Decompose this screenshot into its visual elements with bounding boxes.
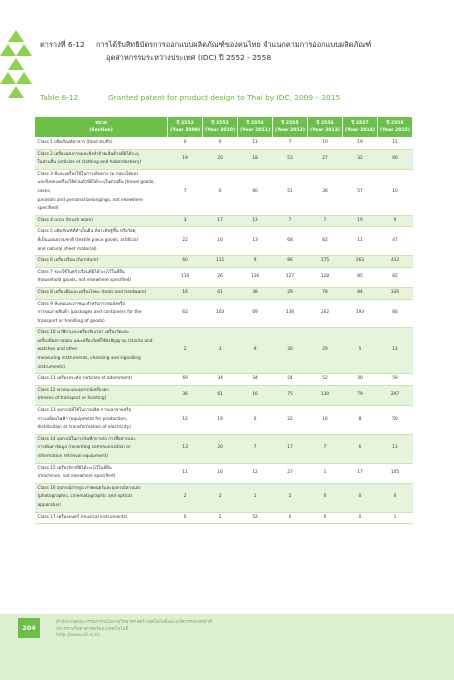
value-cell: 5 xyxy=(342,328,377,374)
value-cell: 13 xyxy=(168,434,203,463)
value-cell: 6 xyxy=(238,406,273,435)
value-cell: 263 xyxy=(342,256,377,268)
section-label xyxy=(35,227,168,256)
value-cell: 0 xyxy=(203,138,238,150)
section-label-line: and natural sheet material) xyxy=(37,246,97,252)
value-cell: 19 xyxy=(168,149,203,169)
section-label xyxy=(35,328,168,374)
section-label-line: Class 14 อุปกรณ์ในการบันทึกการส่ง การสื่อสารและ xyxy=(37,436,136,442)
value-cell: 3 xyxy=(203,328,238,374)
section-label-line: ที่เป็นแผ่นธรรมชาติ (textile piece goods, artificial xyxy=(37,237,138,243)
table-row xyxy=(35,512,413,524)
value-cell: 22 xyxy=(168,227,203,256)
table-title-thai-line2: อุตสาหกรรมระหว่างประเทศ (IDC) ปี 2552 - 2558 xyxy=(106,53,272,62)
value-cell: 11 xyxy=(377,434,412,463)
value-cell: 12 xyxy=(238,463,273,483)
value-cell: 11 xyxy=(168,463,203,483)
table-row xyxy=(35,227,413,256)
section-label-line: (photographic, cinematographic and optical xyxy=(37,494,132,500)
value-cell: 262 xyxy=(308,299,343,328)
table-row xyxy=(35,483,413,512)
value-cell: 27 xyxy=(308,149,343,169)
section-label xyxy=(35,512,168,524)
value-cell: 18 xyxy=(238,149,273,169)
section-label-line: specified) xyxy=(37,206,59,212)
value-cell: 6 xyxy=(342,434,377,463)
section-label xyxy=(35,267,168,287)
section-label-line: (means of transport or hoisting) xyxy=(37,396,107,402)
section-label-line: Class 9 หีบห่อและภาชนะสำหรับการขนส่งหรือ xyxy=(37,301,125,307)
section-label-line: ในส่วนอื่น (articles of clothing and haberdashery) xyxy=(37,160,142,166)
value-cell: 84 xyxy=(342,287,377,299)
footer-text xyxy=(56,620,212,640)
header-year: ปี 2557 (Year 2014) xyxy=(342,117,377,138)
value-cell: 3 xyxy=(168,215,203,227)
table-row xyxy=(35,267,413,287)
value-cell: 86 xyxy=(273,256,308,268)
value-cell: 30 xyxy=(273,328,308,374)
value-cell: 2 xyxy=(168,328,203,374)
section-label-line: Class 13 อุปกรณ์ที่ใช้ในการผลิต การแจกจ่ายหรือ xyxy=(37,408,132,414)
value-cell: 103 xyxy=(203,299,238,328)
value-cell: 130 xyxy=(308,385,343,405)
value-cell: 0 xyxy=(168,512,203,524)
section-label xyxy=(35,463,168,483)
section-label xyxy=(35,483,168,512)
section-label-line: parasols and personal belongings, not elsewhere xyxy=(37,197,143,203)
value-cell: 0 xyxy=(203,169,238,215)
section-label-line: การขนถ่ายสินค้า (packages and containers for the xyxy=(37,310,142,316)
value-cell: 54 xyxy=(273,374,308,386)
table-title-english xyxy=(40,93,340,102)
value-cell: 52 xyxy=(308,374,343,386)
value-cell: 111 xyxy=(203,256,238,268)
section-label-line: (machines, not elsewhere specified) xyxy=(37,474,116,480)
value-cell: 0 xyxy=(308,512,343,524)
value-cell: 13 xyxy=(238,215,273,227)
section-label-line: การเปลี่ยนไฟฟ้า (equipment for production, xyxy=(37,416,128,422)
section-label-line: distribution or transformation of electricity) xyxy=(37,425,131,431)
value-cell: 9 xyxy=(238,328,273,374)
value-cell: 1 xyxy=(308,463,343,483)
value-cell: 62 xyxy=(168,299,203,328)
value-cell: 17 xyxy=(203,215,238,227)
value-cell: 116 xyxy=(168,267,203,287)
section-label-line: Class 7 ของใช้ในครัวเรือนที่มิได้ระบุไว้ในที่อื่น xyxy=(37,269,125,275)
section-label xyxy=(35,138,168,150)
table-row xyxy=(35,256,413,268)
table-header-row xyxy=(35,117,413,138)
value-cell: 38 xyxy=(238,287,273,299)
value-cell: 16 xyxy=(308,406,343,435)
value-cell: 51 xyxy=(273,169,308,215)
value-cell: 7 xyxy=(273,215,308,227)
value-cell: 52 xyxy=(238,512,273,524)
table-title-english-text: Granted patent for product design to Thai by IDC, 2009 – 2015 xyxy=(108,93,341,102)
section-label xyxy=(35,149,168,169)
header-year: ปี 2553 (Year 2010) xyxy=(203,117,238,138)
section-label xyxy=(35,169,168,215)
value-cell: 193 xyxy=(342,299,377,328)
value-cell: 19 xyxy=(342,138,377,150)
value-cell: 1 xyxy=(238,483,273,512)
value-cell: 2 xyxy=(203,483,238,512)
value-cell: 16 xyxy=(168,287,203,299)
value-cell: 0 xyxy=(168,138,203,150)
section-label-line: และสิ่งของเครื่องใช้ส่วนตัวที่มิได้ระบุในส่วนอื่น (travel goods, cases, xyxy=(37,180,155,194)
value-cell: 79 xyxy=(342,385,377,405)
value-cell: 432 xyxy=(377,256,412,268)
value-cell: 7 xyxy=(308,434,343,463)
section-label-line: transport or handling of goods) xyxy=(37,318,105,324)
value-cell: 29 xyxy=(308,328,343,374)
section-label xyxy=(35,406,168,435)
section-label-line: Class 4 แปรง (brush ware) xyxy=(37,217,93,223)
table-row xyxy=(35,169,413,215)
value-cell: 59 xyxy=(377,374,412,386)
footer-line2: กระทรวงวิทยาศาสตร์และเทคโนโลยี xyxy=(56,626,129,632)
value-cell: 175 xyxy=(308,256,343,268)
section-label xyxy=(35,385,168,405)
value-cell: 16 xyxy=(203,463,238,483)
header-section: หมวด (Section) xyxy=(35,117,168,138)
section-label-line: instruments) xyxy=(37,364,65,370)
value-cell: 66 xyxy=(377,299,412,328)
section-label-line: Class 5 ผลิตภัณฑ์ที่ทำเป็นผืน ที่ประดิษฐ์ขึ้น หรือวัสดุ xyxy=(37,229,136,235)
value-cell: 19 xyxy=(203,406,238,435)
section-label xyxy=(35,434,168,463)
value-cell: 12 xyxy=(377,328,412,374)
value-cell: 36 xyxy=(308,169,343,215)
value-cell: 2 xyxy=(273,483,308,512)
header-year: ปี 2555 (Year 2012) xyxy=(273,117,308,138)
value-cell: 10 xyxy=(203,227,238,256)
section-label-line: (household goods, not elsewhere specified) xyxy=(37,278,132,284)
value-cell: 116 xyxy=(238,267,273,287)
section-label-line: Class 17 เครื่องดนตรี (musical instruments) xyxy=(37,514,128,520)
value-cell: 0 xyxy=(342,512,377,524)
table-row xyxy=(35,299,413,328)
value-cell: 82 xyxy=(377,267,412,287)
value-cell: 17 xyxy=(342,463,377,483)
value-cell: 30 xyxy=(342,374,377,386)
value-cell: 6 xyxy=(377,483,412,512)
value-cell: 50 xyxy=(377,406,412,435)
value-cell: 78 xyxy=(308,287,343,299)
section-label-line: Class 12 พาหนะและอุปกรณ์เครื่องยก xyxy=(37,387,109,393)
value-cell: 136 xyxy=(273,299,308,328)
value-cell: 128 xyxy=(308,267,343,287)
value-cell: 60 xyxy=(377,149,412,169)
section-label-line: Class 11 เครื่องประดับ (articles of adornment) xyxy=(37,376,133,382)
value-cell: 17 xyxy=(273,434,308,463)
value-cell: 330 xyxy=(377,287,412,299)
header-year: ปี 2554 (Year 2011) xyxy=(238,117,273,138)
patent-table xyxy=(34,116,413,524)
value-cell: 27 xyxy=(273,463,308,483)
value-cell: 8 xyxy=(342,406,377,435)
table-row xyxy=(35,328,413,374)
table-row xyxy=(35,215,413,227)
section-label xyxy=(35,374,168,386)
value-cell: 0 xyxy=(273,512,308,524)
value-cell: 61 xyxy=(203,287,238,299)
value-cell: 2 xyxy=(168,483,203,512)
header-year: ปี 2558 (Year 2015) xyxy=(377,117,412,138)
value-cell: 10 xyxy=(377,169,412,215)
table-row xyxy=(35,463,413,483)
section-label-line: Class 16 อุปกรณ์ถ่ายรูป ภาพยนตร์และอุปกรณ์ทางแสง xyxy=(37,485,141,491)
table-row xyxy=(35,149,413,169)
header-year: ปี 2552 (Year 2009) xyxy=(168,117,203,138)
value-cell: 36 xyxy=(168,385,203,405)
value-cell: 69 xyxy=(238,299,273,328)
value-cell: 2 xyxy=(203,512,238,524)
value-cell: 19 xyxy=(342,215,377,227)
footer-line1: สำนักงานคณะกรรมการนโยบายวิทยาศาสตร์ เทคโนโลยีและนวัตกรรมแห่งชาติ xyxy=(56,620,213,625)
value-cell: 26 xyxy=(203,267,238,287)
table-row xyxy=(35,287,413,299)
value-cell: 32 xyxy=(342,149,377,169)
value-cell: 60 xyxy=(168,256,203,268)
section-label-line: เครื่องมือตรวจสอบ และเครื่องวัดที่ใช้ส่งสัญญาณ (clocks and watches and other xyxy=(37,338,153,353)
section-label-line: Class 1 ผลิตภัณฑ์อาหาร (food stuffs) xyxy=(37,140,113,145)
value-cell: 16 xyxy=(238,385,273,405)
section-label-line: Class 8 เครื่องมือและเครื่องโลหะ (tools and hardware) xyxy=(37,289,147,295)
section-label xyxy=(35,256,168,268)
table-row xyxy=(35,374,413,386)
section-label-line: measuring instruments, checking and signalling xyxy=(37,356,141,362)
value-cell: 1 xyxy=(377,512,412,524)
value-cell: 13 xyxy=(238,227,273,256)
section-label xyxy=(35,287,168,299)
table-title-thai xyxy=(40,38,371,64)
value-cell: 11 xyxy=(342,227,377,256)
table-row xyxy=(35,138,413,150)
table-row xyxy=(35,385,413,405)
footer-link[interactable]: http://www.sti.or.th xyxy=(56,633,100,639)
section-label-line: Class 10 นาฬิกาและเครื่องจับเวลา เครื่องวัดและ xyxy=(37,330,130,336)
header-year: ปี 2556 (Year 2013) xyxy=(308,117,343,138)
section-label-line: apparatus) xyxy=(37,502,61,508)
table-row xyxy=(35,406,413,435)
value-cell: 22 xyxy=(273,406,308,435)
page-number: 204 xyxy=(18,618,40,638)
section-label xyxy=(35,215,168,227)
table-number-thai: ตารางที่ 6-12 xyxy=(40,40,85,49)
value-cell: 60 xyxy=(238,169,273,215)
section-label-line: Class 3 ที่และเครื่องใช้ในการเดินทาง ร่ม กล่องใส่ของ xyxy=(37,171,139,177)
value-cell: 0 xyxy=(342,483,377,512)
value-cell: 9 xyxy=(238,256,273,268)
value-cell: 12 xyxy=(168,406,203,435)
value-cell: 61 xyxy=(203,385,238,405)
value-cell: 7 xyxy=(168,169,203,215)
value-cell: 105 xyxy=(377,463,412,483)
value-cell: 127 xyxy=(273,267,308,287)
value-cell: 34 xyxy=(203,374,238,386)
section-label-line: การค้นหาข้อมูล (recording communication or xyxy=(37,445,131,451)
section-label-line: Class 6 เครื่องเรือน (furniture) xyxy=(37,258,99,264)
value-cell: 7 xyxy=(308,215,343,227)
value-cell: 20 xyxy=(203,149,238,169)
value-cell: 297 xyxy=(377,385,412,405)
value-cell: 53 xyxy=(273,149,308,169)
value-cell: 75 xyxy=(273,385,308,405)
value-cell: 11 xyxy=(238,138,273,150)
table-title-thai-line1: การได้รับสิทธิบัตรการออกแบบผลิตภัณฑ์ของคนไทย จำแนกตามการออกแบบผลิตภัณฑ์ xyxy=(96,40,372,49)
value-cell: 69 xyxy=(168,374,203,386)
value-cell: 34 xyxy=(238,374,273,386)
section-label xyxy=(35,299,168,328)
value-cell: 15 xyxy=(377,138,412,150)
value-cell: 85 xyxy=(342,267,377,287)
value-cell: 0 xyxy=(377,215,412,227)
value-cell: 7 xyxy=(238,434,273,463)
value-cell: 0 xyxy=(308,483,343,512)
value-cell: 82 xyxy=(308,227,343,256)
table-row xyxy=(35,434,413,463)
value-cell: 68 xyxy=(273,227,308,256)
value-cell: 57 xyxy=(342,169,377,215)
value-cell: 10 xyxy=(308,138,343,150)
section-label-line: Class 2 เครื่องแต่งกายและสิ่งทำด้วยเส้นด้ายที่มิได้ระบุ xyxy=(37,151,139,157)
section-label-line: information retrieval equipment) xyxy=(37,454,108,459)
value-cell: 20 xyxy=(203,434,238,463)
side-decoration xyxy=(0,30,34,120)
section-label-line: Class 15 เครื่องจักรที่มิได้ระบุไว้ในที่อื่น xyxy=(37,465,112,471)
value-cell: 29 xyxy=(273,287,308,299)
value-cell: 47 xyxy=(377,227,412,256)
table-number-english: Table 6-12 xyxy=(40,93,79,102)
value-cell: 7 xyxy=(273,138,308,150)
